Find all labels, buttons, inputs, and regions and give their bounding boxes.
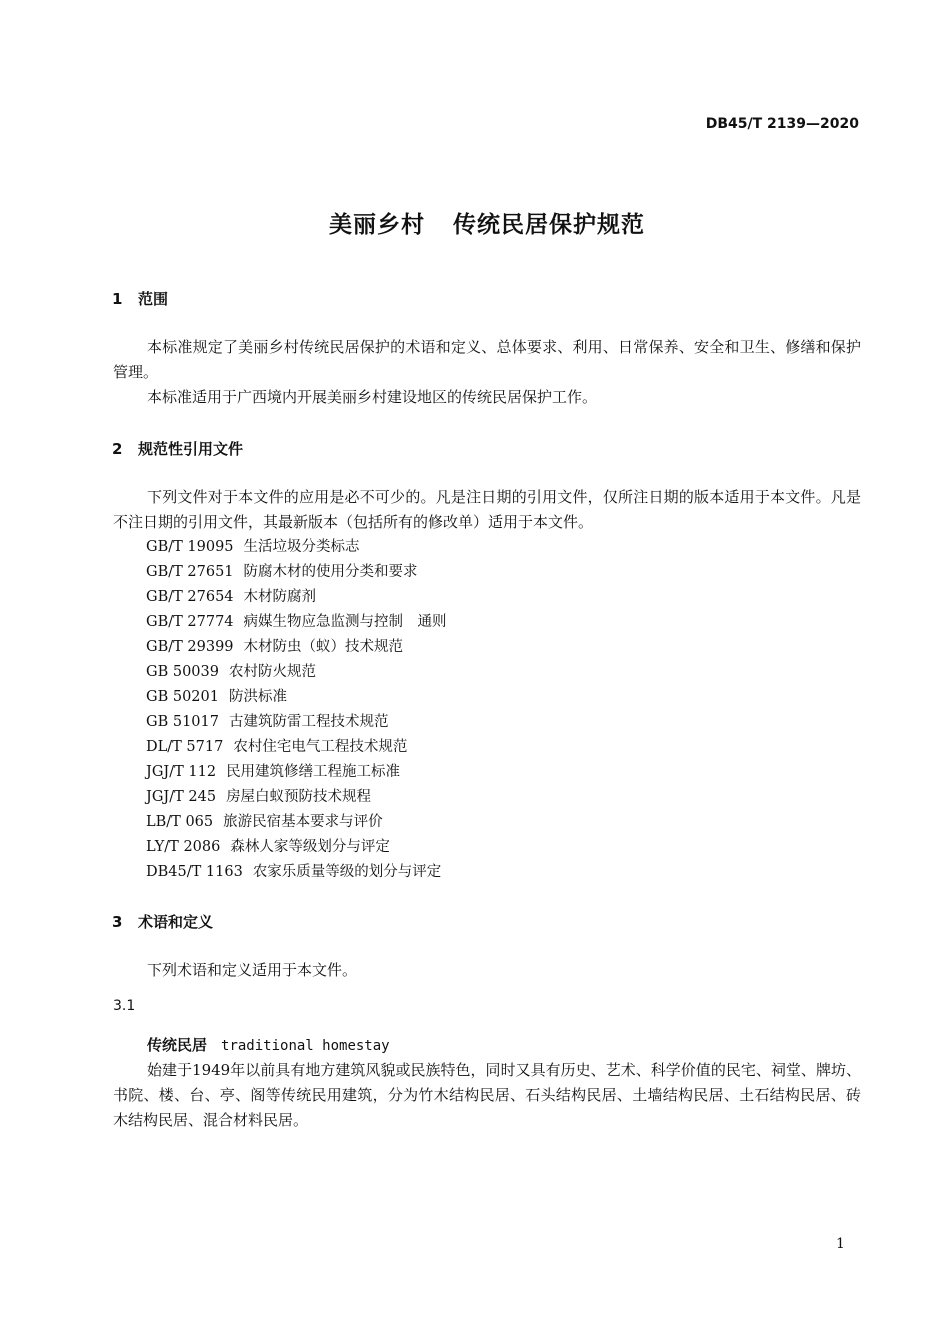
reference-item [146, 660, 447, 685]
reference-code: GB/T 29399 [146, 639, 234, 655]
reference-code: DB45/T 1163 [146, 864, 243, 880]
reference-title: 旅游民宿基本要求与评价 [223, 814, 383, 830]
reference-item [146, 585, 447, 610]
reference-code: GB 51017 [146, 714, 219, 730]
reference-title: 生活垃圾分类标志 [243, 539, 360, 555]
reference-code: LY/T 2086 [146, 839, 221, 855]
reference-item [146, 535, 447, 560]
reference-code: LB/T 065 [146, 814, 214, 830]
reference-code: GB/T 19095 [146, 539, 234, 555]
reference-item [146, 685, 447, 710]
reference-title: 古建筑防雷工程技术规范 [228, 714, 389, 730]
reference-item [146, 785, 447, 810]
title-part-2: 传统民居保护规范 [453, 212, 645, 238]
scope-paragraph-2: 本标准适用于广西境内开展美丽乡村建设地区的传统民居保护工作。 [147, 388, 598, 406]
term-entry-number: 3.1 [113, 998, 136, 1014]
section-number: 2 [112, 440, 123, 458]
term-chinese: 传统民居 [147, 1036, 208, 1054]
term-english: traditional homestay [221, 1038, 390, 1054]
section-title: 范围 [138, 290, 169, 308]
reference-code: DL/T 5717 [146, 739, 224, 755]
reference-title: 房屋白蚁预防技术规程 [226, 789, 372, 805]
reference-title: 木材防虫（蚁）技术规范 [243, 639, 404, 655]
reference-list [146, 535, 447, 885]
reference-title: 病媒生物应急监测与控制 通则 [243, 614, 447, 630]
reference-title: 木材防腐剂 [243, 589, 317, 605]
section-heading-terms [112, 911, 213, 932]
section-title: 术语和定义 [138, 913, 214, 931]
reference-code: GB/T 27651 [146, 564, 234, 580]
section-number: 1 [112, 290, 123, 308]
scope-paragraph-1: 本标准规定了美丽乡村传统民居保护的术语和定义、总体要求、利用、日常保养、安全和卫生、修缮和保护管理。 [113, 338, 861, 381]
section-title: 规范性引用文件 [138, 440, 244, 458]
page-number: 1 [836, 1236, 845, 1252]
reference-item [146, 735, 447, 760]
reference-item [146, 760, 447, 785]
reference-title: 森林人家等级划分与评定 [230, 839, 390, 855]
reference-item [146, 835, 447, 860]
reference-code: JGJ/T 245 [146, 789, 217, 805]
section-heading-scope [112, 288, 168, 309]
reference-code: GB 50201 [146, 689, 219, 705]
normative-intro: 下列文件对于本文件的应用是必不可少的。凡是注日期的引用文件，仅所注日期的版本适用于本文件。凡是不注日期的引用文件，其最新版本（包括所有的修改单）适用于本文件。 [113, 488, 861, 531]
reference-item [146, 635, 447, 660]
reference-code: GB 50039 [146, 664, 219, 680]
reference-title: 农村住宅电气工程技术规范 [233, 739, 408, 755]
document-code: DB45/T 2139—2020 [705, 116, 859, 132]
reference-item [146, 860, 447, 885]
reference-item [146, 810, 447, 835]
reference-title: 防腐木材的使用分类和要求 [243, 564, 418, 580]
reference-code: GB/T 27654 [146, 589, 234, 605]
reference-title: 防洪标准 [228, 689, 287, 705]
terms-intro: 下列术语和定义适用于本文件。 [147, 961, 358, 979]
section-number: 3 [112, 913, 123, 931]
document-title [0, 206, 950, 239]
section-heading-normative [112, 438, 243, 459]
reference-item [146, 560, 447, 585]
title-part-1: 美丽乡村 [329, 212, 425, 238]
reference-title: 农村防火规范 [228, 664, 316, 680]
term-definition: 始建于1949年以前具有地方建筑风貌或民族特色，同时又具有历史、艺术、科学价值的民宅、祠堂、牌坊、书院、楼、台、亭、阁等传统民用建筑，分为竹木结构民居、石头结构民居、土墙结构民居、土石结构民居、砖木结构民居、混合材料民居。 [113, 1061, 861, 1129]
reference-item [146, 710, 447, 735]
reference-item [146, 610, 447, 635]
reference-title: 民用建筑修缮工程施工标准 [226, 764, 401, 780]
reference-code: GB/T 27774 [146, 614, 234, 630]
reference-title: 农家乐质量等级的划分与评定 [252, 864, 442, 880]
reference-code: JGJ/T 112 [146, 764, 217, 780]
term-heading [147, 1034, 390, 1055]
